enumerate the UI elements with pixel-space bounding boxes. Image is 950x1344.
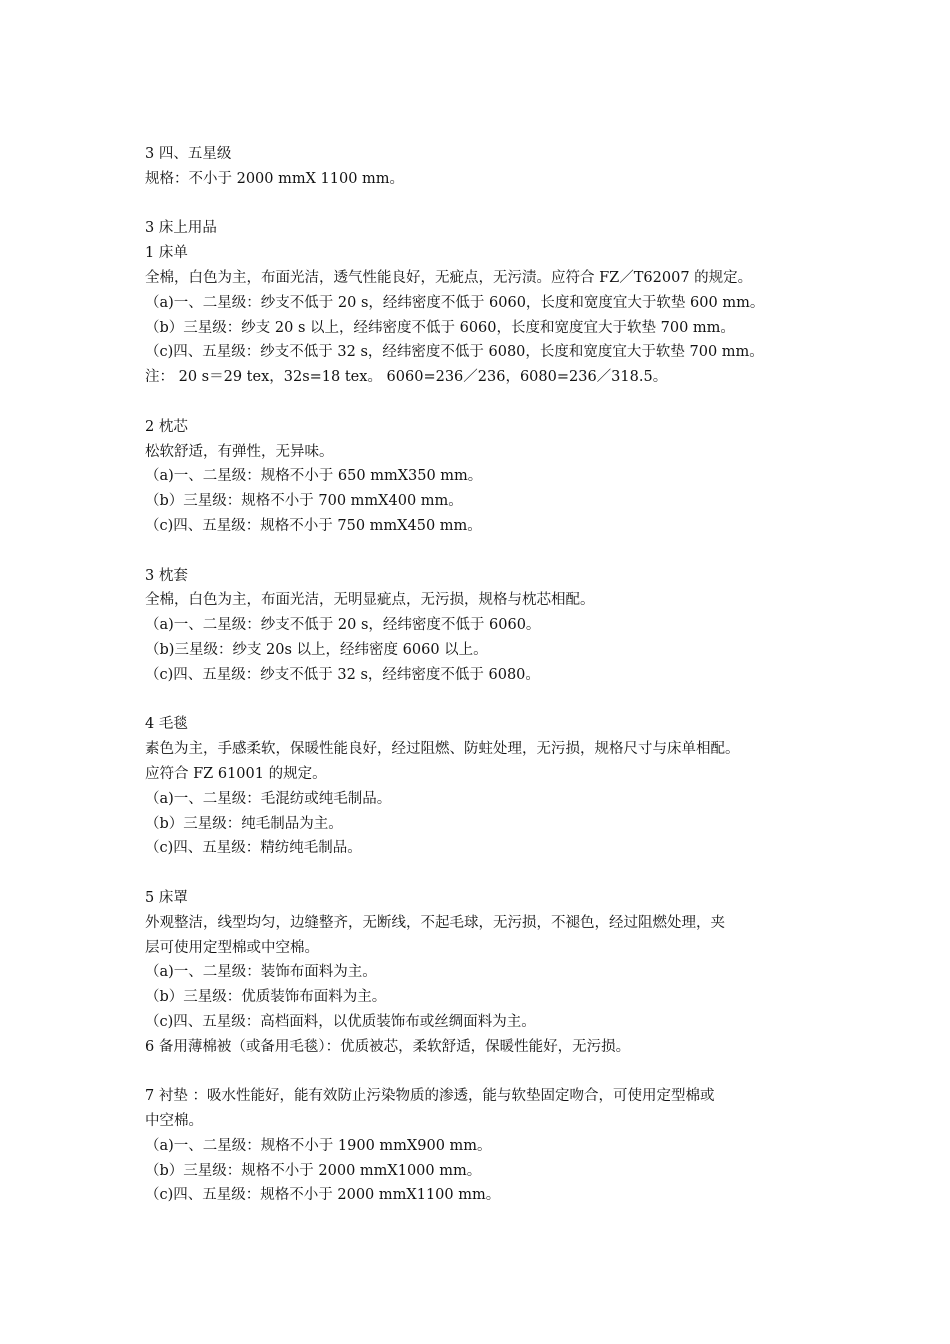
subsection-heading: 4 毛毯 bbox=[145, 716, 188, 733]
blank-line bbox=[145, 390, 815, 415]
note: 注： 20 s＝29 tex，32s=18 tex。 6060=236／236，6080=236／318.5。 bbox=[145, 369, 668, 386]
paragraph: 外观整洁，线型均匀，边缝整齐，无断线，不起毛球，无污损，不褪色，经过阻燃处理，夹 bbox=[145, 914, 725, 931]
subsection-heading: 1 床单 bbox=[145, 245, 188, 262]
list-item: （a)一、二星级：纱支不低于 20 s，经纬密度不低于 6060，长度和宽度宜大于软垫 600 mm。 bbox=[145, 294, 765, 311]
section-heading: 3 床上用品 bbox=[145, 220, 217, 237]
list-item: （a)一、二星级：装饰布面料为主。 bbox=[145, 964, 377, 981]
blank-line bbox=[145, 688, 815, 713]
list-item: （b）三星级：规格不小于 2000 mmX1000 mm。 bbox=[145, 1162, 482, 1179]
paragraph: 应符合 FZ 61001 的规定。 bbox=[145, 765, 327, 782]
list-item: （c)四、五星级：纱支不低于 32 s，经纬密度不低于 6080，长度和宽度宜大于软垫 700 mm。 bbox=[145, 344, 764, 361]
paragraph: 素色为主，手感柔软，保暖性能良好，经过阻燃、防蛀处理，无污损，规格尺寸与床单相配。 bbox=[145, 741, 740, 758]
paragraph: 6 备用薄棉被（或备用毛毯）：优质被芯，柔软舒适，保暖性能好，无污损。 bbox=[145, 1038, 631, 1055]
list-item: （b）三星级：优质装饰布面料为主。 bbox=[145, 989, 387, 1006]
list-item: （c)四、五星级：纱支不低于 32 s，经纬密度不低于 6080。 bbox=[145, 666, 540, 683]
list-item: （c)四、五星级：精纺纯毛制品。 bbox=[145, 840, 362, 857]
subsection-heading: 5 床罩 bbox=[145, 889, 188, 906]
list-item: （c)四、五星级：规格不小于 2000 mmX1100 mm。 bbox=[145, 1187, 501, 1204]
list-item: （b）三星级：规格不小于 700 mmX400 mm。 bbox=[145, 493, 463, 510]
blank-line bbox=[145, 861, 815, 886]
blank-line bbox=[145, 539, 815, 564]
section-heading: 3 四、五星级 bbox=[145, 146, 232, 162]
list-item: （b）三星级：纱支 20 s 以上，经纬密度不低于 6060，长度和宽度宜大于软垫 700 mm。 bbox=[145, 319, 735, 336]
list-item: （c)四、五星级：高档面料，以优质装饰布或丝绸面料为主。 bbox=[145, 1013, 536, 1030]
paragraph: 松软舒适，有弹性，无异味。 bbox=[145, 443, 334, 460]
list-item: （a)一、二星级：纱支不低于 20 s，经纬密度不低于 6060。 bbox=[145, 617, 541, 634]
subsection-heading: 3 枕套 bbox=[145, 567, 188, 584]
paragraph: 7 衬垫 ：吸水性能好，能有效防止污染物质的渗透，能与软垫固定吻合，可使用定型棉或 bbox=[145, 1088, 715, 1105]
paragraph: 规格：不小于 2000 mmX 1100 mm。 bbox=[145, 170, 405, 187]
list-item: （a)一、二星级：毛混纺或纯毛制品。 bbox=[145, 790, 392, 807]
list-item: （a)一、二星级：规格不小于 1900 mmX900 mm。 bbox=[145, 1137, 492, 1154]
paragraph: 全棉，白色为主，布面光洁，透气性能良好，无疵点，无污渍。应符合 FZ／T62007 的规定。 bbox=[145, 269, 753, 286]
paragraph: 全棉，白色为主，布面光洁，无明显疵点，无污损，规格与枕芯相配。 bbox=[145, 592, 595, 609]
paragraph: 中空棉。 bbox=[145, 1113, 203, 1130]
list-item: （b)三星级：纱支 20s 以上，经纬密度 6060 以上。 bbox=[145, 641, 488, 658]
paragraph: 层可使用定型棉或中空棉。 bbox=[145, 939, 319, 956]
blank-line bbox=[145, 192, 815, 217]
document-body bbox=[145, 142, 815, 1208]
list-item: （b）三星级：纯毛制品为主。 bbox=[145, 815, 343, 832]
list-item: （c)四、五星级：规格不小于 750 mmX450 mm。 bbox=[145, 517, 482, 534]
list-item: （a)一、二星级：规格不小于 650 mmX350 mm。 bbox=[145, 468, 483, 485]
subsection-heading: 2 枕芯 bbox=[145, 418, 188, 435]
blank-line bbox=[145, 1059, 815, 1084]
